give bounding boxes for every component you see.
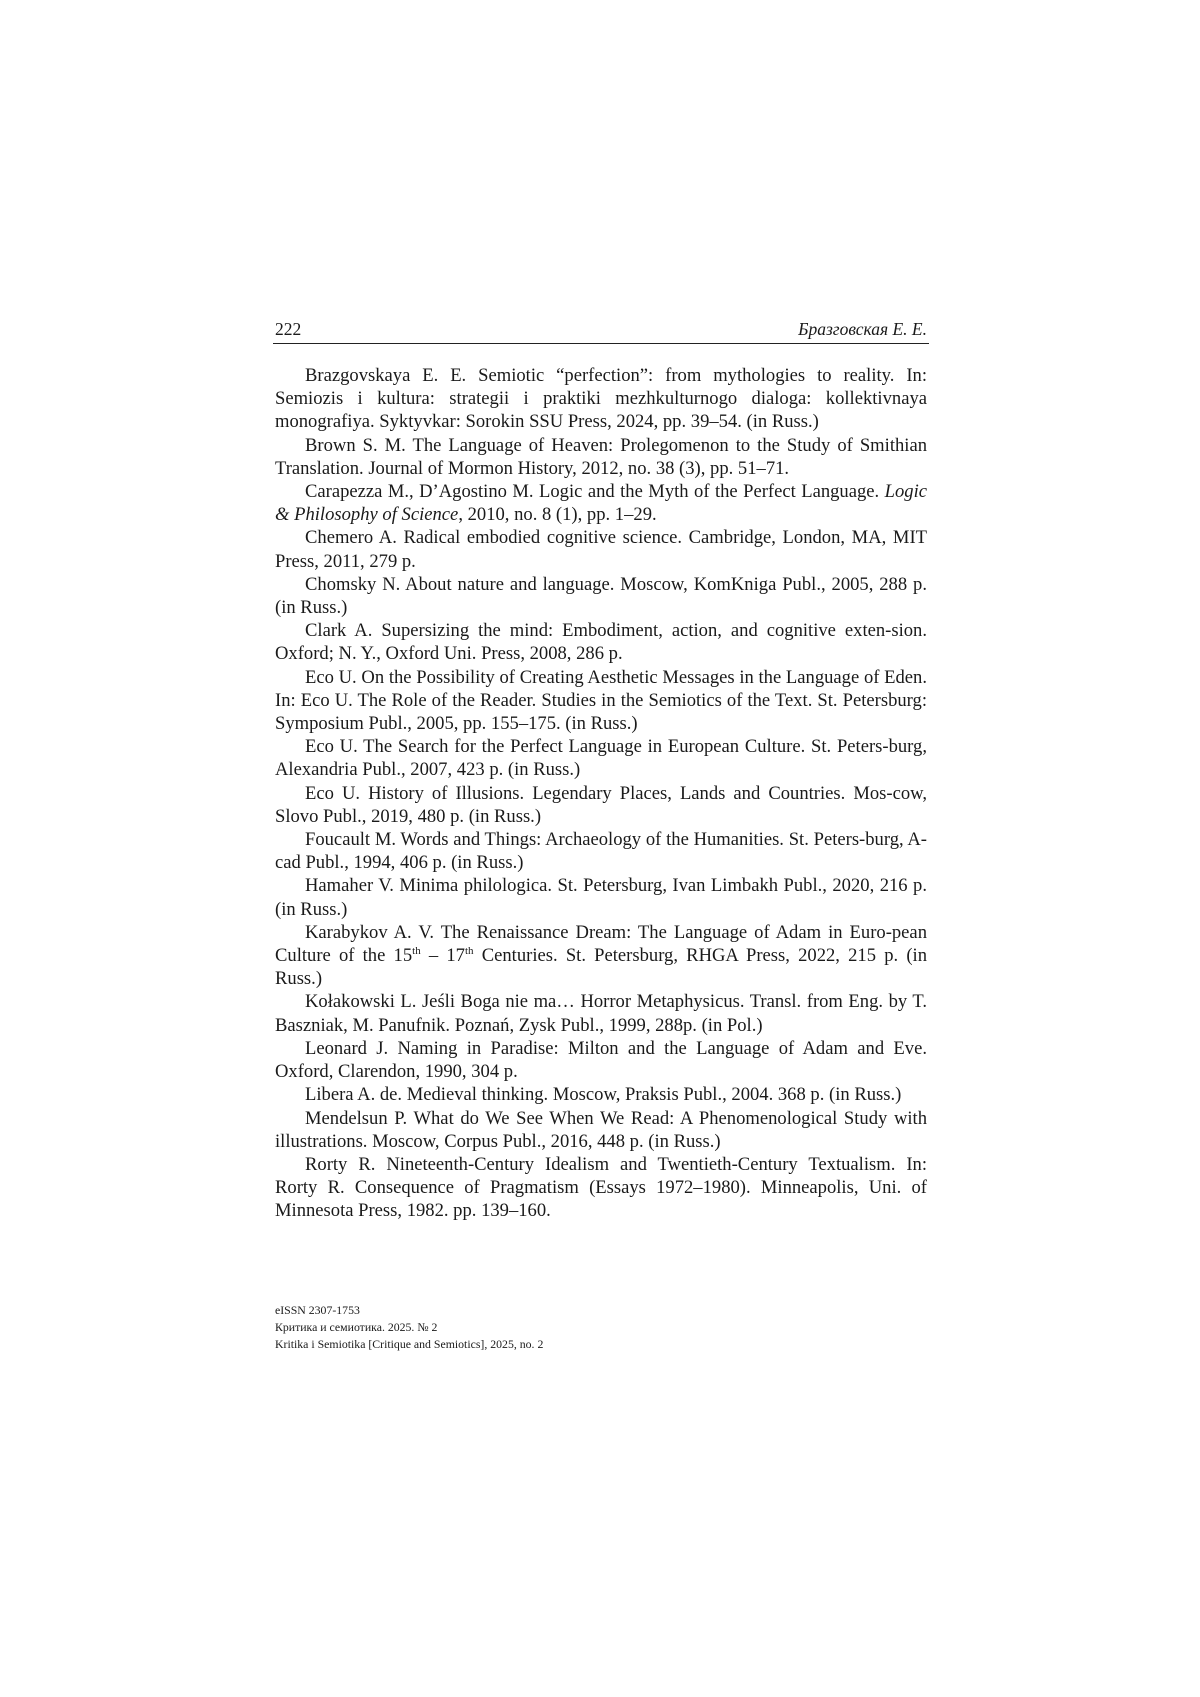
- reference-text: , 2010, no. 8 (1), pp. 1–29.: [458, 504, 656, 525]
- reference-text: Libera A. de. Medieval thinking. Moscow, Praksis Publ., 2004. 368 p. (in Russ.): [305, 1084, 901, 1105]
- reference-item: [275, 1037, 927, 1083]
- reference-text: Rorty R. Nineteenth-Century Idealism and Twentieth-Century Textualism. In: Rorty R. Consequence of Pragmatism (Essays 1972–1980). Minneapolis, Uni. of Minnesota Press, 1982. pp. 139–160.: [275, 1154, 927, 1221]
- reference-text: – 17: [421, 945, 465, 966]
- reference-item: [275, 828, 927, 874]
- reference-item: [275, 480, 927, 526]
- reference-item: [275, 990, 927, 1036]
- reference-text: Hamaher V. Minima philologica. St. Petersburg, Ivan Limbakh Publ., 2020, 216 p. (in Russ.): [275, 875, 927, 919]
- journal-citation-ru: Критика и семиотика. 2025. № 2: [275, 1319, 543, 1336]
- reference-text: Eco U. History of Illusions. Legendary Places, Lands and Countries. Mos-cow, Slovo Publ., 2019, 480 p. (in Russ.): [275, 783, 927, 827]
- reference-text: Clark A. Supersizing the mind: Embodiment, action, and cognitive exten-sion. Oxford; N. Y., Oxford Uni. Press, 2008, 286 p.: [275, 620, 927, 664]
- reference-list: [275, 364, 927, 1223]
- reference-item: [275, 874, 927, 920]
- superscript: th: [412, 945, 421, 957]
- reference-text: Eco U. The Search for the Perfect Language in European Culture. St. Peters-burg, Alexandria Publ., 2007, 423 p. (in Russ.): [275, 736, 927, 780]
- eissn: eISSN 2307-1753: [275, 1302, 543, 1319]
- reference-item: [275, 573, 927, 619]
- page-number: 222: [275, 319, 301, 340]
- reference-text: Brown S. M. The Language of Heaven: Prolegomenon to the Study of Smithian Translation. Journal of Mormon History, 2012, no. 38 (3), pp. 51–71.: [275, 435, 927, 479]
- reference-text: Chemero A. Radical embodied cognitive science. Cambridge, London, MA, MIT Press, 2011, 279 p.: [275, 527, 927, 571]
- superscript: th: [465, 945, 474, 957]
- reference-item: [275, 434, 927, 480]
- reference-item: [275, 619, 927, 665]
- page-footer: [275, 1302, 543, 1353]
- running-head-author: Бразговская Е. Е.: [798, 319, 927, 340]
- reference-text: Foucault M. Words and Things: Archaeology of the Humanities. St. Peters-burg, A-cad Publ., 1994, 406 p. (in Russ.): [275, 829, 927, 873]
- reference-item: [275, 921, 927, 991]
- journal-citation-en: Kritika i Semiotika [Critique and Semiotics], 2025, no. 2: [275, 1336, 543, 1353]
- reference-item: [275, 666, 927, 736]
- reference-item: [275, 1107, 927, 1153]
- reference-text: Eco U. On the Possibility of Creating Aesthetic Messages in the Language of Eden. In: Eco U. The Role of the Reader. Studies in the Semiotics of the Text. St. Petersburg: Symposium Publ., 2005, pp. 155–175. (in Russ.): [275, 667, 927, 734]
- reference-text: Kołakowski L. Jeśli Boga nie ma… Horror Metaphysicus. Transl. from Eng. by T. Baszniak, M. Panufnik. Poznań, Zysk Publ., 1999, 288p. (in Pol.): [275, 991, 927, 1035]
- reference-item: [275, 1153, 927, 1223]
- page-header: [273, 319, 929, 344]
- reference-text: Leonard J. Naming in Paradise: Milton and the Language of Adam and Eve. Oxford, Clarendon, 1990, 304 p.: [275, 1038, 927, 1082]
- reference-item: [275, 364, 927, 434]
- reference-text: Centuries. St. Petersburg, RHGA Press, 2022, 215 p. (in Russ.): [275, 945, 927, 989]
- reference-item: [275, 735, 927, 781]
- reference-text: Chomsky N. About nature and language. Moscow, KomKniga Publ., 2005, 288 p. (in Russ.): [275, 574, 927, 618]
- reference-item: [275, 1083, 927, 1106]
- reference-text: Brazgovskaya E. E. Semiotic “perfection”: from mythologies to reality. In: Semiozis i kultura: strategii i praktiki mezhkulturnogo dialoga: kollektivnaya monografiya. Syktyvkar: Sorokin SSU Press, 2024, pp. 39–54. (in Russ.): [275, 365, 927, 432]
- reference-item: [275, 782, 927, 828]
- reference-item: [275, 526, 927, 572]
- reference-text: Karabykov A. V. The Renaissance Dream: The Language of Adam in Euro-pean Culture of the 15: [275, 922, 927, 966]
- reference-text: Carapezza M., D’Agostino M. Logic and the Myth of the Perfect Language.: [305, 481, 885, 502]
- journal-title: Logic & Philosophy of Science: [275, 481, 927, 525]
- reference-text: Mendelsun P. What do We See When We Read: A Phenomenological Study with illustrations. Moscow, Corpus Publ., 2016, 448 p. (in Russ.): [275, 1108, 927, 1152]
